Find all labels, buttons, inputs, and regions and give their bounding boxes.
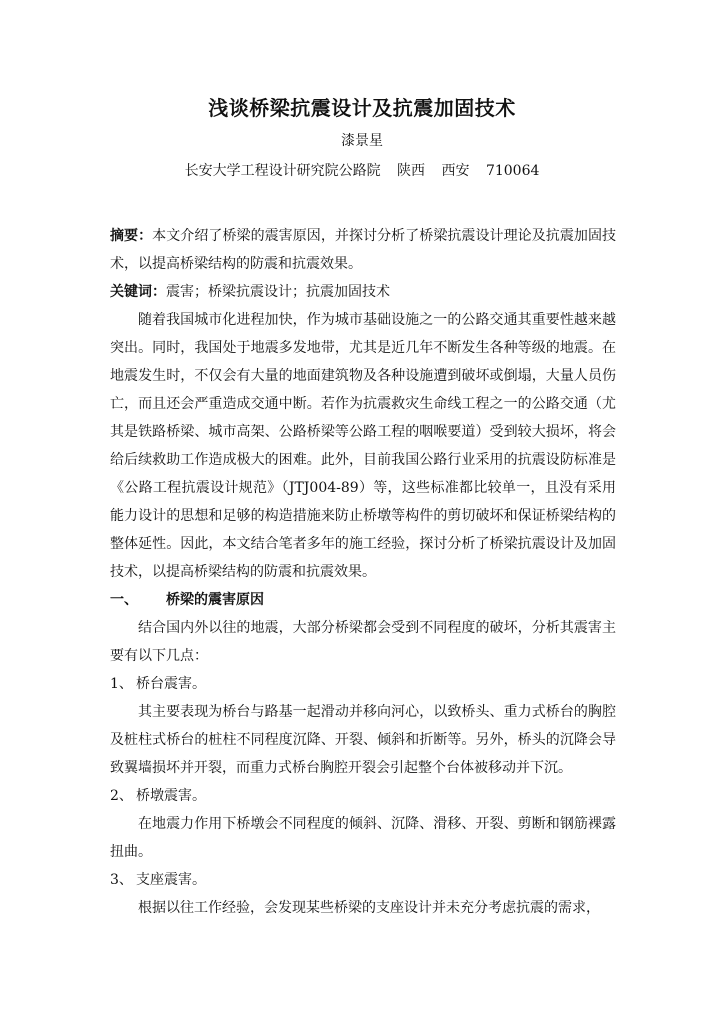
section-heading	[110, 586, 616, 614]
abstract-text: 本文介绍了桥梁的震害原因，并探讨分析了桥梁抗震设计理论及抗震加固技术，以提高桥梁结构的防震和抗震效果。	[110, 228, 616, 272]
affiliation	[0, 160, 724, 180]
list-item-paragraph: 在地震力作用下桥墩会不同程度的倾斜、沉降、滑移、开裂、剪断和钢筋裸露扭曲。	[110, 816, 616, 860]
affiliation-postcode: 710064	[485, 163, 540, 179]
keywords	[110, 278, 616, 306]
section-title: 桥梁的震害原因	[166, 592, 264, 608]
list-item-paragraph: 其主要表现为桥台与路基一起滑动并移向河心，以致桥头、重力式桥台的胸腔及桩柱式桥台的桩柱不同程度沉降、开裂、倾斜和折断等。另外，桥头的沉降会导致翼墙损坏并开裂，而重力式桥台胸腔开裂会引起整个台体被移动并下沉。	[110, 704, 616, 776]
affiliation-province: 陕西	[397, 163, 426, 179]
section-number: 一、	[110, 592, 138, 608]
list-item-heading	[110, 866, 616, 894]
keywords-label: 关键词：	[110, 284, 166, 300]
list-item-title: 桥墩震害。	[136, 788, 206, 804]
affiliation-city: 西安	[441, 163, 470, 179]
list-item-number: 1、	[110, 676, 133, 692]
affiliation-institution: 长安大学工程设计研究院公路院	[184, 163, 381, 179]
intro-paragraph: 随着我国城市化进程加快，作为城市基础设施之一的公路交通其重要性越来越突出。同时，我国处于地震多发地带，尤其是近几年不断发生各种等级的地震。在地震发生时，不仅会有大量的地面建筑物及各种设施遭到破坏或倒塌，大量人员伤亡，而且还会严重造成交通中断。若作为抗震救灾生命线工程之一的公路交通（尤其是铁路桥梁、城市高架、公路桥梁等公路工程的咽喉要道）受到较大损坏，将会给后续救助工作造成极大的困难。此外，目前我国公路行业采用的抗震设防标准是《公路工程抗震设计规范》（JTJ004-89）等，这些标准都比较单一，且没有采用能力设计的思想和足够的构造措施来防止桥墩等构件的剪切破坏和保证桥梁结构的整体延性。因此，本文结合笔者多年的施工经验，探讨分析了桥梁抗震设计及加固技术，以提高桥梁结构的防震和抗震效果。	[110, 312, 616, 580]
paper-title: 浅谈桥梁抗震设计及抗震加固技术	[208, 96, 516, 120]
list-item-heading	[110, 670, 616, 698]
list-item-heading	[110, 782, 616, 810]
abstract	[110, 222, 616, 278]
list-item-title: 支座震害。	[136, 872, 206, 888]
section-lead-paragraph: 结合国内外以往的地震，大部分桥梁都会受到不同程度的破坏，分析其震害主要有以下几点：	[110, 620, 616, 664]
list-item-title: 桥台震害。	[136, 676, 206, 692]
list-item-number: 2、	[110, 788, 133, 804]
keywords-text: 震害；桥梁抗震设计；抗震加固技术	[166, 284, 390, 300]
abstract-label: 摘要：	[110, 228, 153, 244]
list-item-number: 3、	[110, 872, 133, 888]
author-name: 漆景星	[341, 133, 383, 149]
list-item-paragraph: 根据以往工作经验，会发现某些桥梁的支座设计并未充分考虑抗震的需求，	[138, 900, 600, 916]
paper-body	[110, 222, 616, 922]
